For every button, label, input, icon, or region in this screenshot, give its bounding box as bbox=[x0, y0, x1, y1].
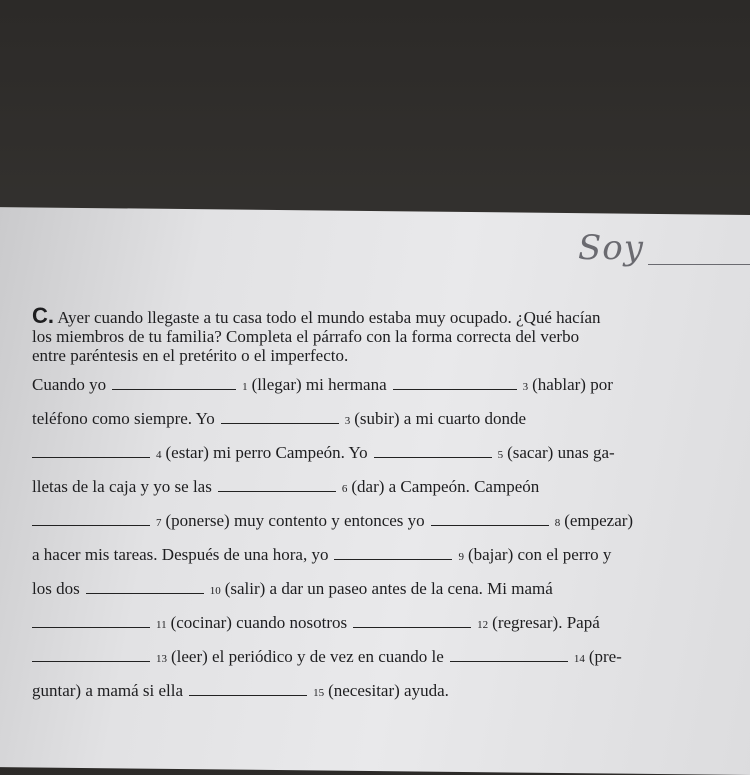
blank-2[interactable] bbox=[393, 377, 517, 390]
blank-7[interactable] bbox=[32, 513, 150, 526]
blank-15[interactable] bbox=[189, 683, 307, 696]
line-text: (cocinar) cuando nosotros bbox=[170, 613, 348, 632]
line-text: los dos bbox=[32, 579, 80, 598]
blank-13[interactable] bbox=[32, 649, 150, 662]
line-text: (bajar) con el perro y bbox=[467, 545, 612, 564]
paragraph-line-9: 13 (leer) el periódico y de vez en cuando le 14 (pre- bbox=[32, 645, 732, 679]
blank-5[interactable] bbox=[374, 445, 492, 458]
blank-1[interactable] bbox=[112, 377, 236, 390]
instructions-line-2: los miembros de tu familia? Completa el párrafo con la forma correcta del verbo bbox=[32, 327, 580, 346]
paragraph-line-5: 7 (ponerse) muy contento y entonces yo 8 (empezar) bbox=[32, 509, 732, 543]
handwritten-name: Soy bbox=[578, 228, 644, 268]
blank-10[interactable] bbox=[86, 581, 204, 594]
line-text: a hacer mis tareas. Después de una hora, yo bbox=[32, 545, 329, 564]
paragraph-line-10: guntar) a mamá si ella 15 (necesitar) ayuda. bbox=[32, 679, 732, 713]
line-text: (pre- bbox=[588, 647, 622, 666]
line-text: guntar) a mamá si ella bbox=[32, 681, 184, 700]
paragraph-line-7: los dos 10 (salir) a dar un paseo antes de la cena. Mi mamá bbox=[32, 577, 732, 611]
blank-4[interactable] bbox=[32, 445, 150, 458]
line-text: (empezar) bbox=[564, 511, 634, 530]
paragraph-line-1: Cuando yo 1 (llegar) mi hermana 3 (hablar) por bbox=[32, 373, 732, 407]
blank-3[interactable] bbox=[221, 411, 339, 424]
line-text: (estar) mi perro Campeón. Yo bbox=[165, 443, 368, 462]
paragraph-line-6: a hacer mis tareas. Después de una hora, yo 9 (bajar) con el perro y bbox=[32, 543, 732, 577]
line-text: lletas de la caja y yo se las bbox=[32, 477, 212, 496]
blank-8[interactable] bbox=[431, 513, 549, 526]
line-text: (salir) a dar un paseo antes de la cena. Mi mamá bbox=[224, 579, 553, 598]
blank-12[interactable] bbox=[353, 615, 471, 628]
line-text: (subir) a mi cuarto donde bbox=[354, 409, 527, 428]
blank-11[interactable] bbox=[32, 615, 150, 628]
paragraph-line-4: lletas de la caja y yo se las 6 (dar) a Campeón. Campeón bbox=[32, 475, 732, 509]
blank-6[interactable] bbox=[218, 479, 336, 492]
line-text: (necesitar) ayuda. bbox=[328, 681, 449, 700]
line-text: (sacar) unas ga- bbox=[507, 443, 615, 462]
instructions-line-1: Ayer cuando llegaste a tu casa todo el mundo estaba muy ocupado. ¿Qué hacían bbox=[57, 308, 601, 327]
exercise-c bbox=[32, 303, 732, 713]
line-text: (regresar). Papá bbox=[492, 613, 600, 632]
paragraph-line-8: 11 (cocinar) cuando nosotros 12 (regresar). Papá bbox=[32, 611, 732, 645]
line-text: (leer) el periódico y de vez en cuando le bbox=[171, 647, 444, 666]
line-text: teléfono como siempre. Yo bbox=[32, 409, 215, 428]
blank-9[interactable] bbox=[334, 547, 452, 560]
line-text: (dar) a Campeón. Campeón bbox=[351, 477, 540, 496]
line-text: Cuando yo bbox=[32, 375, 107, 394]
line-text: (hablar) por bbox=[532, 375, 613, 394]
instructions bbox=[32, 303, 732, 365]
line-text: (ponerse) muy contento y entonces yo bbox=[165, 511, 425, 530]
blank-14[interactable] bbox=[450, 649, 568, 662]
exercise-letter: C. bbox=[32, 303, 54, 328]
name-line bbox=[648, 264, 750, 265]
line-text: (llegar) mi hermana bbox=[251, 375, 387, 394]
paragraph-line-2: teléfono como siempre. Yo 3 (subir) a mi cuarto donde bbox=[32, 407, 732, 441]
instructions-line-3: entre paréntesis en el pretérito o el imperfecto. bbox=[32, 346, 349, 365]
paragraph-line-3: 4 (estar) mi perro Campeón. Yo 5 (sacar) unas ga- bbox=[32, 441, 732, 475]
